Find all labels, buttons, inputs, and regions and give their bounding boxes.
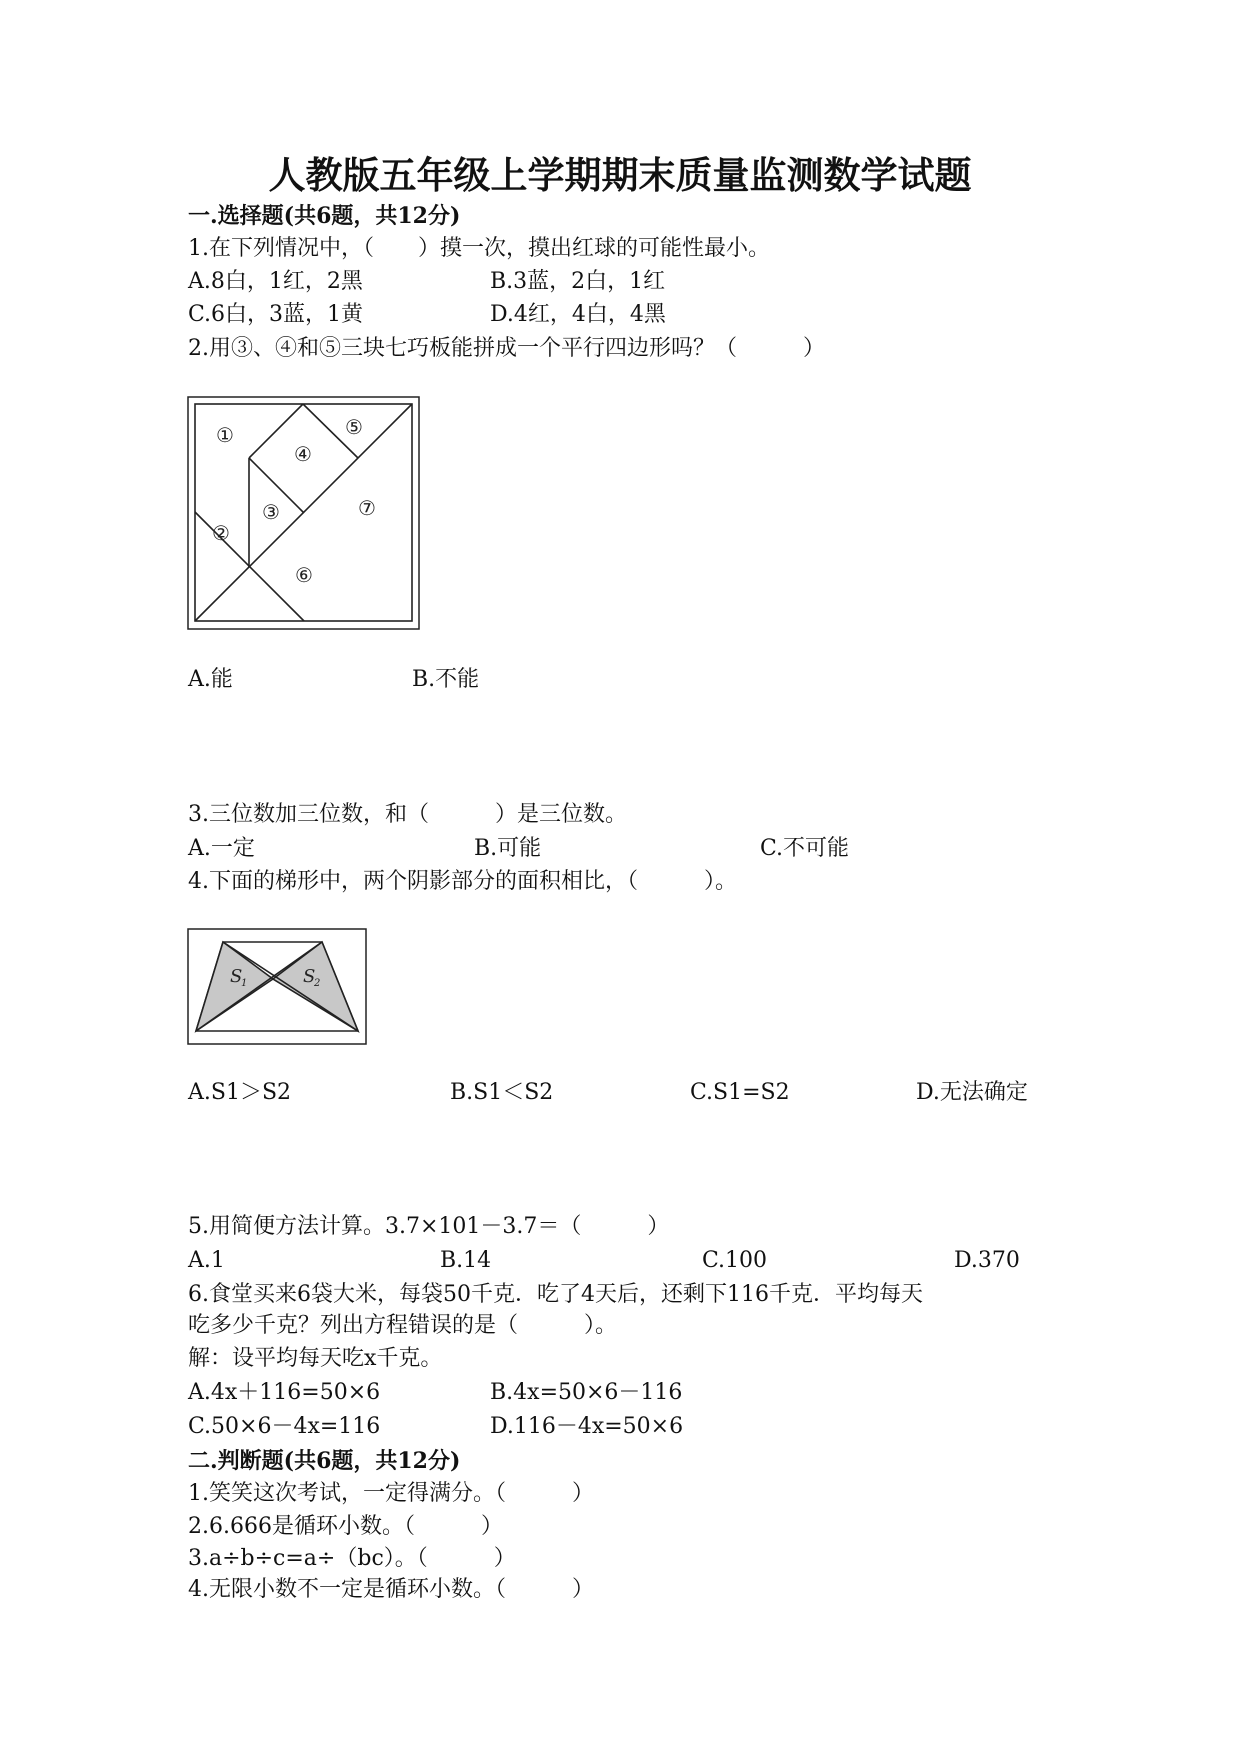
q6-stem-line-2: 吃多少千克？列出方程错误的是（ ）。 — [188, 1313, 618, 1338]
q1-option-b: B.3蓝，2白，1红 — [490, 269, 666, 294]
q6-option-b: B.4x=50×6－116 — [490, 1380, 683, 1405]
label-s2-s: S — [303, 966, 316, 987]
q6-option-d: D.116－4x=50×6 — [490, 1414, 684, 1439]
q5-option-a: A.1 — [188, 1248, 225, 1273]
tangram-label-6: ⑥ — [295, 563, 313, 587]
q2-option-a: A.能 — [188, 667, 233, 692]
q5-option-b: B.14 — [440, 1248, 492, 1273]
q1-stem: 1.在下列情况中，（ ）摸一次，摸出红球的可能性最小。 — [188, 236, 770, 261]
label-s2-sub: 2 — [314, 978, 321, 989]
q6-solution: 解：设平均每天吃x千克。 — [188, 1346, 443, 1371]
q2-stem: 2.用③、④和⑤三块七巧板能拼成一个平行四边形吗？（ ） — [188, 336, 825, 361]
judge-item-4: 4.无限小数不一定是循环小数。（ ） — [188, 1577, 594, 1602]
label-s1-sub: 1 — [241, 978, 248, 989]
trapezoid-figure — [187, 928, 367, 1045]
label-s1-s: S — [230, 966, 243, 987]
judge-item-2: 2.6.666是循环小数。（ ） — [188, 1514, 503, 1539]
q2-option-b: B.不能 — [412, 667, 480, 692]
q3-option-c: C.不可能 — [760, 836, 850, 861]
q3-option-a: A.一定 — [188, 836, 255, 861]
tangram-label-5: ⑤ — [345, 415, 363, 439]
q3-option-b: B.可能 — [474, 836, 542, 861]
tangram-label-7: ⑦ — [358, 496, 376, 520]
page-title: 人教版五年级上学期期末质量监测数学试题 — [268, 153, 972, 197]
section-1-heading: 一.选择题(共6题，共12分) — [188, 203, 461, 229]
q5-option-d: D.370 — [954, 1248, 1020, 1273]
q3-stem: 3.三位数加三位数，和（ ）是三位数。 — [188, 802, 627, 827]
q5-option-c: C.100 — [702, 1248, 768, 1273]
q4-option-a: A.S1＞S2 — [188, 1080, 292, 1105]
q4-option-b: B.S1＜S2 — [450, 1080, 554, 1105]
q1-option-c: C.6白，3蓝，1黄 — [188, 302, 364, 327]
tangram-label-3: ③ — [262, 500, 280, 524]
q4-option-d: D.无法确定 — [916, 1080, 1028, 1105]
q6-stem-line-1: 6.食堂买来6袋大米，每袋50千克．吃了4天后，还剩下116千克．平均每天 — [188, 1282, 923, 1307]
tangram-label-4: ④ — [294, 442, 312, 466]
q1-option-d: D.4红，4白，4黑 — [490, 302, 666, 327]
tangram-figure — [187, 396, 420, 630]
q6-option-c: C.50×6－4x=116 — [188, 1414, 381, 1439]
section-2-heading: 二.判断题(共6题，共12分) — [188, 1448, 461, 1474]
q4-option-c: C.S1=S2 — [690, 1080, 790, 1105]
judge-item-1: 1.笑笑这次考试，一定得满分。（ ） — [188, 1481, 594, 1506]
tangram-label-2: ② — [212, 521, 230, 545]
q6-option-a: A.4x＋116=50×6 — [188, 1380, 381, 1405]
tangram-label-1: ① — [216, 423, 234, 447]
judge-item-3: 3.a÷b÷c=a÷（bc）。（ ） — [188, 1546, 516, 1571]
q1-option-a: A.8白，1红，2黑 — [188, 269, 363, 294]
q5-stem: 5.用简便方法计算。3.7×101－3.7＝（ ） — [188, 1214, 670, 1239]
q4-stem: 4.下面的梯形中，两个阴影部分的面积相比，（ ）。 — [188, 869, 737, 894]
